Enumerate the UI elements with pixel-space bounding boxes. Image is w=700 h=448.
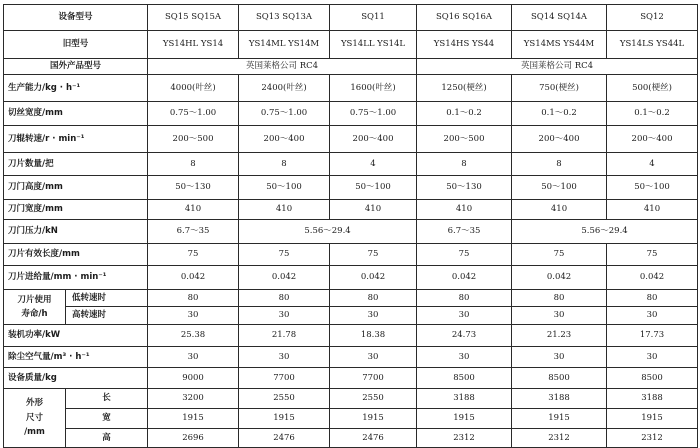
dims-length-row [4, 389, 698, 409]
value-cell: 30 [239, 347, 330, 368]
spec-table [3, 4, 698, 448]
blade-count-row [4, 153, 698, 176]
value-cell: 75 [148, 244, 239, 266]
header-model-row [4, 5, 698, 31]
dims-width-row [4, 409, 698, 429]
blade-length-row [4, 244, 698, 266]
value-cell: 4000(叶丝) [148, 75, 239, 102]
value-cell: 200～500 [148, 126, 239, 153]
value-cell: 30 [330, 307, 417, 325]
model-cell: SQ11 [330, 5, 417, 31]
value-cell: 0.042 [330, 266, 417, 290]
value-cell: 2312 [607, 429, 698, 448]
value-cell: 1600(叶丝) [330, 75, 417, 102]
row-label: 刀片进给量/mm · min⁻¹ [4, 266, 148, 290]
value-cell: 0.042 [148, 266, 239, 290]
value-cell: 0.75～1.00 [330, 102, 417, 126]
value-cell: 3188 [417, 389, 512, 409]
value-cell: 2476 [330, 429, 417, 448]
power-row [4, 325, 698, 347]
value-cell: 50～100 [239, 176, 330, 200]
value-cell: 410 [148, 200, 239, 220]
life-label-line2: 寿命/h [21, 309, 48, 319]
value-cell: 500(梗丝) [607, 75, 698, 102]
value-cell: 1915 [239, 409, 330, 429]
value-cell: 410 [417, 200, 512, 220]
row-label: 装机功率/kW [4, 325, 148, 347]
value-cell: 0.042 [239, 266, 330, 290]
value-cell: 1915 [148, 409, 239, 429]
value-cell: 8500 [607, 368, 698, 389]
life-group-label [4, 290, 66, 325]
value-cell: 80 [330, 290, 417, 307]
value-cell: 410 [330, 200, 417, 220]
value-cell: 0.1～0.2 [607, 102, 698, 126]
value-cell: 200～400 [607, 126, 698, 153]
value-cell: 30 [607, 347, 698, 368]
old-model-cell: YS14HS YS44 [417, 31, 512, 59]
value-cell: 80 [417, 290, 512, 307]
row-label: 切丝宽度/mm [4, 102, 148, 126]
value-cell: 50～130 [148, 176, 239, 200]
value-cell: 75 [607, 244, 698, 266]
value-cell: 80 [148, 290, 239, 307]
value-cell: 30 [417, 307, 512, 325]
value-cell: 75 [417, 244, 512, 266]
value-cell: 1915 [512, 409, 607, 429]
header-old-label: 旧型号 [4, 31, 148, 59]
header-foreign-label: 国外产品型号 [4, 59, 148, 75]
row-label: 生产能力/kg · h⁻¹ [4, 75, 148, 102]
life-low-label: 低转速时 [66, 290, 148, 307]
value-cell: 3188 [512, 389, 607, 409]
value-cell: 1915 [607, 409, 698, 429]
value-cell: 24.73 [417, 325, 512, 347]
feed-row [4, 266, 698, 290]
value-cell: 750(梗丝) [512, 75, 607, 102]
value-cell: 30 [330, 347, 417, 368]
model-cell: SQ14 SQ14A [512, 5, 607, 31]
value-cell: 410 [239, 200, 330, 220]
value-cell: 8 [148, 153, 239, 176]
value-cell: 80 [512, 290, 607, 307]
model-cell: SQ12 [607, 5, 698, 31]
value-cell: 0.75～1.00 [148, 102, 239, 126]
value-cell: 25.38 [148, 325, 239, 347]
value-cell: 200～400 [239, 126, 330, 153]
header-model-label: 设备型号 [4, 5, 148, 31]
value-cell: 9000 [148, 368, 239, 389]
old-model-cell: YS14LS YS44L [607, 31, 698, 59]
life-low-row [4, 290, 698, 307]
life-high-label: 高转速时 [66, 307, 148, 325]
value-cell: 30 [607, 307, 698, 325]
value-cell: 6.7～35 [148, 220, 239, 244]
row-label: 设备质量/kg [4, 368, 148, 389]
model-cell: SQ15 SQ15A [148, 5, 239, 31]
value-cell: 75 [239, 244, 330, 266]
value-cell: 410 [607, 200, 698, 220]
value-cell: 2312 [417, 429, 512, 448]
value-cell: 2400(叶丝) [239, 75, 330, 102]
door-pressure-row [4, 220, 698, 244]
value-cell: 3188 [607, 389, 698, 409]
header-foreign-row [4, 59, 698, 75]
value-cell: 0.75～1.00 [239, 102, 330, 126]
value-cell: 3200 [148, 389, 239, 409]
value-cell: 4 [607, 153, 698, 176]
value-cell: 2696 [148, 429, 239, 448]
dims-height-label: 高 [66, 429, 148, 448]
value-cell: 30 [512, 347, 607, 368]
dust-air-row [4, 347, 698, 368]
value-cell: 50～100 [607, 176, 698, 200]
value-cell: 200～500 [417, 126, 512, 153]
roller-speed-row [4, 126, 698, 153]
value-cell: 200～400 [330, 126, 417, 153]
value-cell: 8500 [417, 368, 512, 389]
dims-group-label [4, 389, 66, 448]
value-cell: 50～100 [512, 176, 607, 200]
row-label: 刀片有效长度/mm [4, 244, 148, 266]
value-cell: 0.1～0.2 [512, 102, 607, 126]
door-width-row [4, 200, 698, 220]
value-cell: 6.7～35 [417, 220, 512, 244]
value-cell: 30 [148, 307, 239, 325]
dims-label-line3: /mm [24, 427, 45, 438]
dims-length-label: 长 [66, 389, 148, 409]
value-cell: 21.23 [512, 325, 607, 347]
old-model-cell: YS14ML YS14M [239, 31, 330, 59]
value-cell: 5.56～29.4 [512, 220, 698, 244]
value-cell: 8 [239, 153, 330, 176]
value-cell: 7700 [239, 368, 330, 389]
value-cell: 200～400 [512, 126, 607, 153]
foreign-model-cell: 英国莱格公司 RC4 [417, 59, 698, 75]
old-model-cell: YS14LL YS14L [330, 31, 417, 59]
dims-label-line2: 尺寸 [25, 412, 43, 423]
value-cell: 2476 [239, 429, 330, 448]
model-cell: SQ16 SQ16A [417, 5, 512, 31]
value-cell: 30 [417, 347, 512, 368]
value-cell: 30 [512, 307, 607, 325]
life-label-line1: 刀片使用 [17, 294, 52, 305]
value-cell: 30 [148, 347, 239, 368]
value-cell: 0.042 [417, 266, 512, 290]
cut-width-row [4, 102, 698, 126]
value-cell: 4 [330, 153, 417, 176]
value-cell: 8 [417, 153, 512, 176]
mass-row [4, 368, 698, 389]
dims-width-label: 宽 [66, 409, 148, 429]
value-cell: 2550 [330, 389, 417, 409]
value-cell: 2550 [239, 389, 330, 409]
value-cell: 75 [512, 244, 607, 266]
value-cell: 50～130 [417, 176, 512, 200]
value-cell: 0.042 [512, 266, 607, 290]
old-model-cell: YS14HL YS14 [148, 31, 239, 59]
value-cell: 18.38 [330, 325, 417, 347]
value-cell: 75 [330, 244, 417, 266]
life-high-row [4, 307, 698, 325]
row-label: 刀辊转速/r · min⁻¹ [4, 126, 148, 153]
value-cell: 5.56～29.4 [239, 220, 417, 244]
model-cell: SQ13 SQ13A [239, 5, 330, 31]
dims-height-row [4, 429, 698, 448]
value-cell: 0.1～0.2 [417, 102, 512, 126]
old-model-cell: YS14MS YS44M [512, 31, 607, 59]
row-label: 刀片数量/把 [4, 153, 148, 176]
value-cell: 21.78 [239, 325, 330, 347]
row-label: 刀门高度/mm [4, 176, 148, 200]
value-cell: 1915 [417, 409, 512, 429]
value-cell: 50～100 [330, 176, 417, 200]
value-cell: 80 [607, 290, 698, 307]
capacity-row [4, 75, 698, 102]
door-height-row [4, 176, 698, 200]
dims-label-line1: 外形 [25, 398, 43, 409]
row-label: 刀门宽度/mm [4, 200, 148, 220]
value-cell: 1915 [330, 409, 417, 429]
value-cell: 30 [239, 307, 330, 325]
value-cell: 80 [239, 290, 330, 307]
foreign-model-cell: 英国莱格公司 RC4 [148, 59, 417, 75]
value-cell: 0.042 [607, 266, 698, 290]
value-cell: 7700 [330, 368, 417, 389]
value-cell: 8 [512, 153, 607, 176]
row-label: 刀门压力/kN [4, 220, 148, 244]
value-cell: 1250(梗丝) [417, 75, 512, 102]
header-old-row [4, 31, 698, 59]
value-cell: 8500 [512, 368, 607, 389]
value-cell: 410 [512, 200, 607, 220]
value-cell: 17.73 [607, 325, 698, 347]
row-label: 除尘空气量/m³ · h⁻¹ [4, 347, 148, 368]
value-cell: 2312 [512, 429, 607, 448]
